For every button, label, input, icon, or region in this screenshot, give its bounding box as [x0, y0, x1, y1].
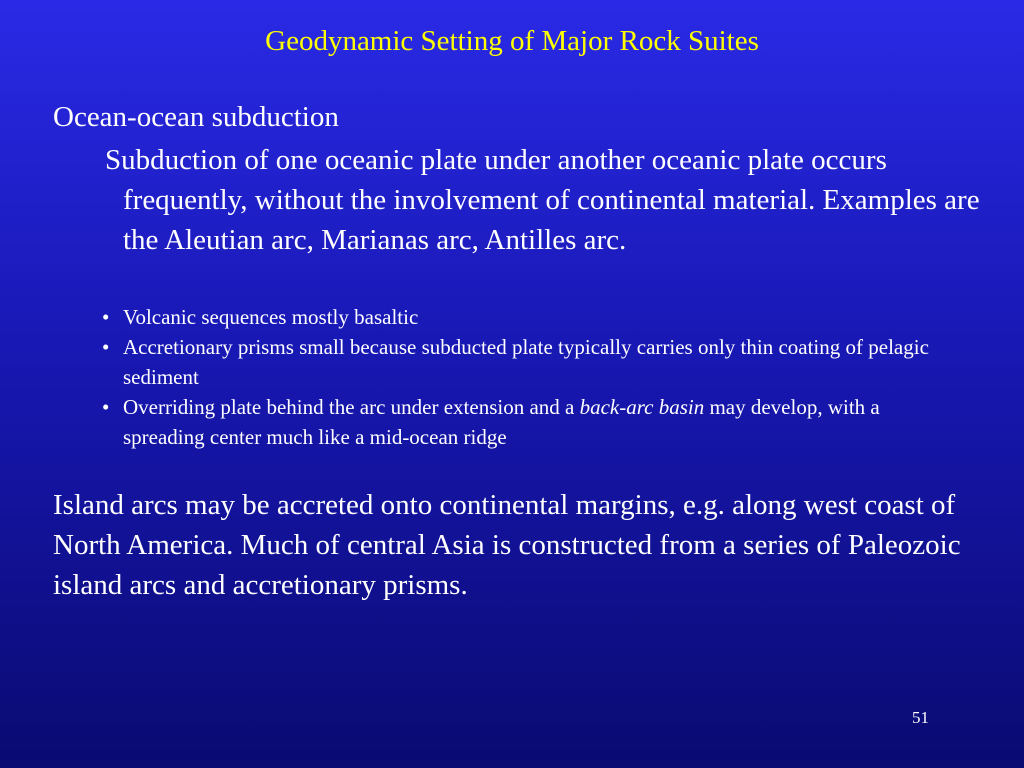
- bullet-dot-icon: •: [102, 335, 110, 359]
- closing-paragraph: Island arcs may be accreted onto continental margins, e.g. along west coast of North America. Much of central Asia is constructed from a series of Paleozoic island arcs and accretionary prisms.: [53, 489, 961, 601]
- page-number: 51: [912, 708, 929, 727]
- subduction-paragraph: Subduction of one oceanic plate under another oceanic plate occurs frequently, without the involvement of continental material. Examples are the Aleutian arc, Marianas arc, Antilles arc.: [105, 144, 980, 256]
- bullet-item: [102, 302, 942, 332]
- bullet-dot-icon: •: [102, 395, 110, 419]
- bullet-item: [102, 332, 942, 392]
- bullet-text: Volcanic sequences mostly basaltic: [123, 305, 419, 329]
- bullet-list: [102, 302, 942, 452]
- bullet-text-after: may develop, with a spreading center much like a mid-ocean ridge: [123, 395, 880, 449]
- bullet-text-emphasis: back-arc basin: [579, 395, 705, 419]
- bullet-dot-icon: •: [102, 305, 110, 329]
- slide-title: Geodynamic Setting of Major Rock Suites: [265, 25, 759, 57]
- bullet-item: [102, 392, 942, 452]
- section-heading: Ocean-ocean subduction: [53, 101, 339, 133]
- bullet-text-before: Overriding plate behind the arc under extension and a: [123, 395, 580, 419]
- bullet-text: Accretionary prisms small because subducted plate typically carries only thin coating of pelagic sediment: [123, 335, 929, 389]
